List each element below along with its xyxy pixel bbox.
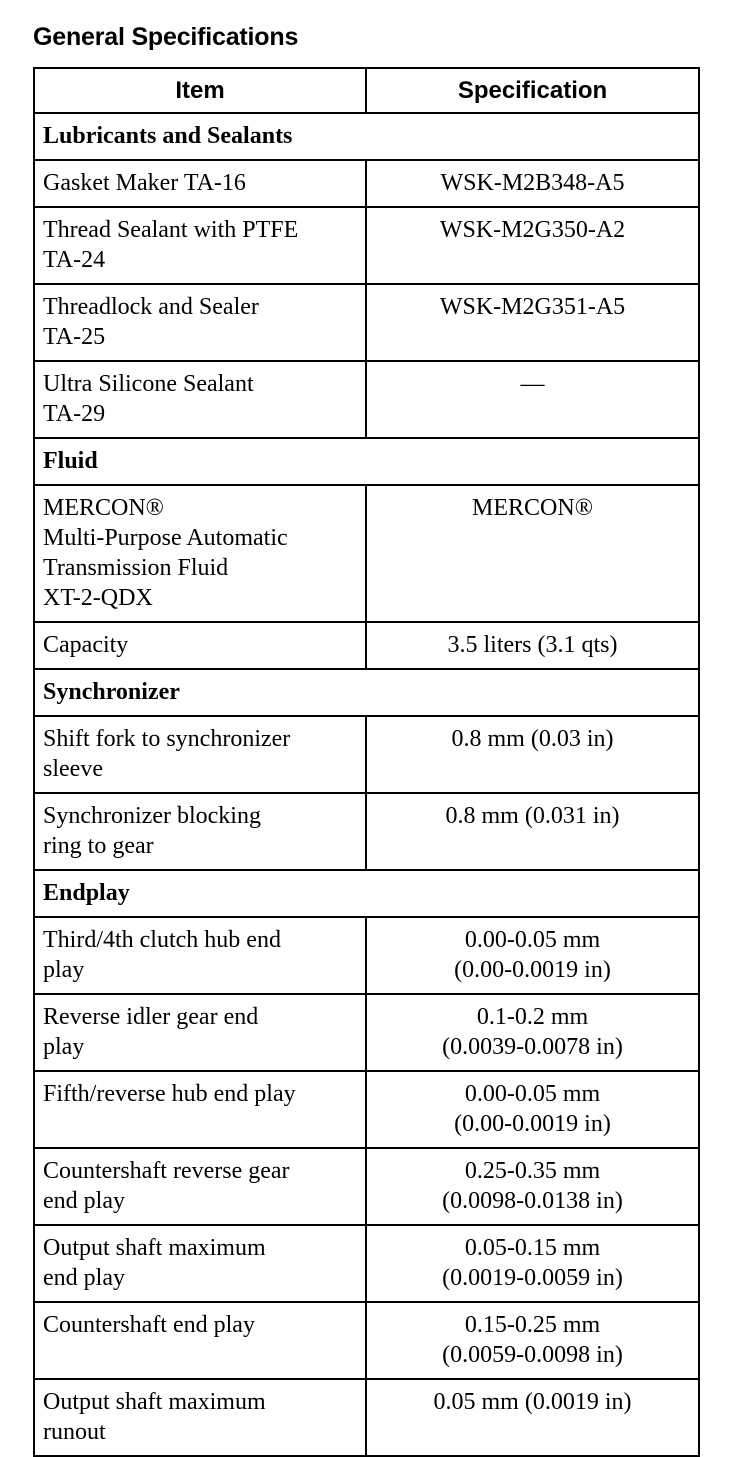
table-row [34, 1225, 699, 1302]
table-header-row [34, 68, 699, 113]
table-row [34, 361, 699, 438]
specification-cell: 0.00-0.05 mm (0.00-0.0019 in) [366, 1071, 699, 1148]
section-row [34, 870, 699, 917]
table-row [34, 485, 699, 622]
specification-cell: 0.05 mm (0.0019 in) [366, 1379, 699, 1456]
item-cell: Gasket Maker TA-16 [34, 160, 366, 207]
table-row [34, 994, 699, 1071]
section-row [34, 113, 699, 160]
table-row [34, 1071, 699, 1148]
table-row [34, 1302, 699, 1379]
table-row [34, 1148, 699, 1225]
item-cell: Reverse idler gear end play [34, 994, 366, 1071]
specification-cell: WSK-M2G350-A2 [366, 207, 699, 284]
table-row [34, 793, 699, 870]
column-header-specification: Specification [366, 68, 699, 113]
item-cell: Fifth/reverse hub end play [34, 1071, 366, 1148]
specification-cell: — [366, 361, 699, 438]
item-cell: Countershaft end play [34, 1302, 366, 1379]
column-header-item: Item [34, 68, 366, 113]
section-row [34, 438, 699, 485]
section-heading: Fluid [34, 438, 699, 485]
table-row [34, 622, 699, 669]
specification-cell: WSK-M2B348-A5 [366, 160, 699, 207]
specification-cell: 0.00-0.05 mm (0.00-0.0019 in) [366, 917, 699, 994]
item-cell: Capacity [34, 622, 366, 669]
page-title: General Specifications [33, 23, 299, 51]
item-cell: MERCON® Multi-Purpose Automatic Transmission Fluid XT-2-QDX [34, 485, 366, 622]
table-row [34, 716, 699, 793]
item-cell: Ultra Silicone Sealant TA-29 [34, 361, 366, 438]
item-cell: Countershaft reverse gear end play [34, 1148, 366, 1225]
table-body [34, 113, 699, 1456]
specification-cell: 0.8 mm (0.03 in) [366, 716, 699, 793]
section-heading: Lubricants and Sealants [34, 113, 699, 160]
specification-cell: 0.05-0.15 mm (0.0019-0.0059 in) [366, 1225, 699, 1302]
item-cell: Synchronizer blocking ring to gear [34, 793, 366, 870]
item-cell: Thread Sealant with PTFE TA-24 [34, 207, 366, 284]
specifications-table [33, 67, 700, 1457]
item-cell: Shift fork to synchronizer sleeve [34, 716, 366, 793]
item-cell: Third/4th clutch hub end play [34, 917, 366, 994]
table-row [34, 284, 699, 361]
table-row [34, 1379, 699, 1456]
specification-cell: 0.8 mm (0.031 in) [366, 793, 699, 870]
specification-cell: 3.5 liters (3.1 qts) [366, 622, 699, 669]
item-cell: Output shaft maximum end play [34, 1225, 366, 1302]
section-heading: Synchronizer [34, 669, 699, 716]
item-cell: Output shaft maximum runout [34, 1379, 366, 1456]
specification-cell: MERCON® [366, 485, 699, 622]
specification-cell: WSK-M2G351-A5 [366, 284, 699, 361]
item-cell: Threadlock and Sealer TA-25 [34, 284, 366, 361]
specification-cell: 0.1-0.2 mm (0.0039-0.0078 in) [366, 994, 699, 1071]
specification-cell: 0.15-0.25 mm (0.0059-0.0098 in) [366, 1302, 699, 1379]
section-heading: Endplay [34, 870, 699, 917]
section-row [34, 669, 699, 716]
table-row [34, 160, 699, 207]
table-row [34, 917, 699, 994]
specification-cell: 0.25-0.35 mm (0.0098-0.0138 in) [366, 1148, 699, 1225]
table-row [34, 207, 699, 284]
